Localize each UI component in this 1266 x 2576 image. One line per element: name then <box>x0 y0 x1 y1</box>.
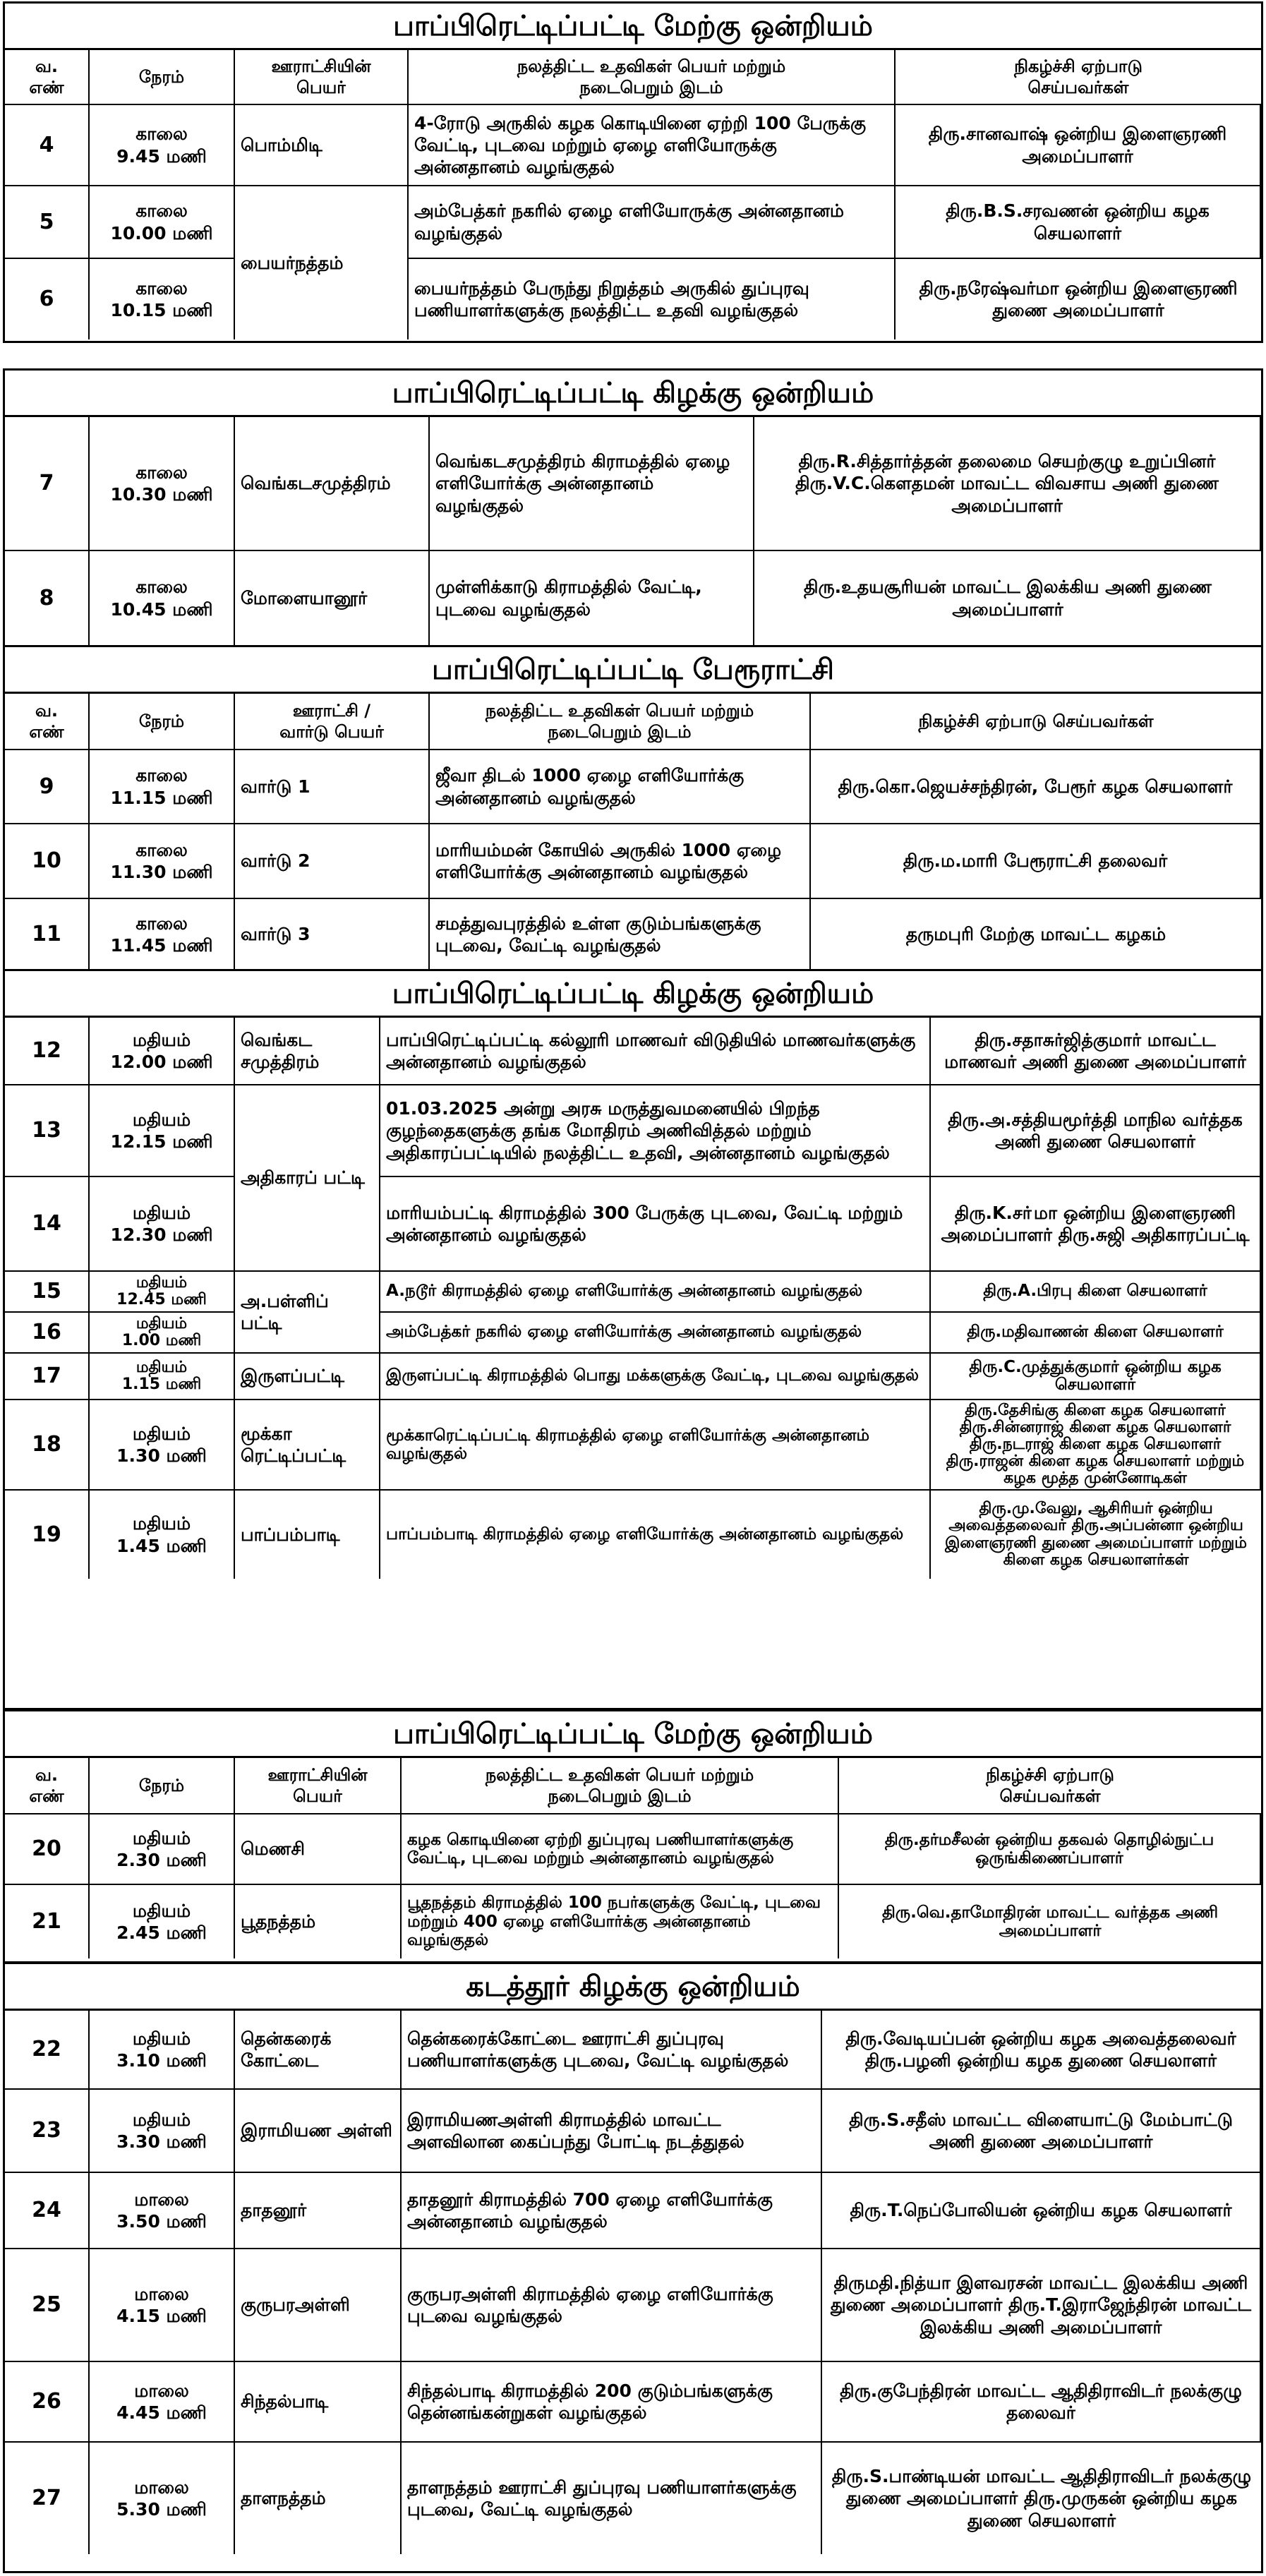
time-value: 3.50 மணி <box>116 2211 207 2232</box>
time-value: 12.30 மணி <box>110 1224 213 1245</box>
time-period: காலை <box>135 277 188 299</box>
row-no: 11 <box>5 899 90 970</box>
row-organizer: தருமபுரி மேற்கு மாவட்ட கழகம் <box>905 924 1166 945</box>
row-no: 7 <box>5 417 90 551</box>
time-period: மதியம் <box>135 1358 188 1376</box>
time-period: மதியம் <box>132 2109 191 2130</box>
row-event: தென்கரைக்கோட்டை ஊராட்சி துப்புரவு பணியாளர்களுக்கு புடவை, வேட்டி வழங்குதல் <box>402 2011 822 2090</box>
row-time <box>90 1272 235 1313</box>
time-value: 10.00 மணி <box>110 222 213 243</box>
row-no: 19 <box>5 1491 90 1579</box>
time-period: மதியம் <box>135 1314 188 1332</box>
row-organizer: திரு.மு.வேலு, ஆசிரியர் ஒன்றிய அவைத்தலைவர் திரு.அப்பன்னா ஒன்றிய இளைஞரணி துணை அமைப்பாளர் மற்றும் கிளை கழக செயலாளர்கள் <box>945 1500 1247 1569</box>
row-place: மூக்கா ரெட்டிப்பட்டி <box>235 1400 380 1491</box>
row-no: 8 <box>5 551 90 645</box>
time-value: 11.45 மணி <box>110 935 213 956</box>
header-no: வ. எண் <box>5 50 90 104</box>
time-value: 10.15 மணி <box>110 300 213 320</box>
section-title: பாப்பிரெட்டிப்பட்டி பேரூராட்சி <box>5 647 1261 694</box>
schedule-section-6 <box>3 1962 1263 2573</box>
row-event: அம்பேத்கர் நகரில் ஏழை எளியோருக்கு அன்னதானம் வழங்குதல் <box>409 186 896 259</box>
time-value: 2.30 மணி <box>116 1850 207 1870</box>
row-organizer: திரு.அ.சத்தியமூர்த்தி மாநில வர்த்தக அணி துணை செயலாளர் <box>931 1085 1261 1177</box>
row-organizer: திரு.S.சதீஸ் மாவட்ட விளையாட்டு மேம்பாட்டு அணி துணை அமைப்பாளர் <box>822 2090 1261 2173</box>
row-event: பாப்பம்பாடி கிராமத்தில் ஏழை எளியோர்க்கு அன்னதானம் வழங்குதல் <box>380 1491 931 1579</box>
row-organizer: திரு.சதாசுர்ஜித்குமார் மாவட்ட மாணவர் அணி துணை அமைப்பாளர் <box>931 1018 1261 1085</box>
schedule-section-5 <box>3 1709 1263 1963</box>
time-period: காலை <box>135 765 188 786</box>
row-event: 01.03.2025 அன்று அரசு மருத்துவமனையில் பிறந்த குழந்தைகளுக்கு தங்க மோதிரம் அணிவித்தல் மற்றும் அதிகாரப்பட்டியில் நலத்திட்ட உதவி, அன்னதானம் வழங்குதல் <box>380 1085 931 1177</box>
row-time <box>90 1354 235 1400</box>
header-time: நேரம் <box>90 1758 235 1813</box>
schedule-section-1 <box>3 1 1263 343</box>
time-value: 12.15 மணி <box>110 1131 213 1152</box>
time-period: மதியம் <box>135 1273 188 1292</box>
row-event: இருளப்பட்டி கிராமத்தில் பொது மக்களுக்கு வேட்டி, புடவை வழங்குதல் <box>380 1354 931 1400</box>
row-event: A.நடூர் கிராமத்தில் ஏழை எளியோர்க்கு அன்னதானம் வழங்குதல் <box>380 1272 931 1313</box>
time-period: காலை <box>135 200 188 222</box>
row-time <box>90 1085 235 1177</box>
header-event: நலத்திட்ட உதவிகள் பெயர் மற்றும் நடைபெறும் இடம் <box>402 1758 839 1813</box>
schedule-section-2 <box>3 368 1263 647</box>
row-time <box>90 899 235 970</box>
row-place: மெணசி <box>235 1814 402 1885</box>
section-title: பாப்பிரெட்டிப்பட்டி மேற்கு ஒன்றியம் <box>5 4 1261 50</box>
row-organizer: திருமதி.நித்யா இளவரசன் மாவட்ட இலக்கிய அணி துணை அமைப்பாளர் திரு.T.இராஜேந்திரன் மாவட்ட இலக்கிய அணி அமைப்பாளர் <box>822 2249 1261 2362</box>
row-event: மாரியம்மன் கோயில் அருகில் 1000 ஏழை எளியோர்க்கு அன்னதானம் வழங்குதல் <box>430 824 811 899</box>
row-time <box>90 417 235 551</box>
time-value: 3.30 மணி <box>116 2131 207 2152</box>
row-no: 25 <box>5 2249 90 2362</box>
time-period: காலை <box>135 839 188 860</box>
section-title: பாப்பிரெட்டிப்பட்டி கிழக்கு ஒன்றியம் <box>5 971 1261 1018</box>
section-title: பாப்பிரெட்டிப்பட்டி கிழக்கு ஒன்றியம் <box>5 371 1261 417</box>
time-value: 10.45 மணி <box>110 598 213 620</box>
time-value: 12.00 மணி <box>110 1052 213 1072</box>
row-time <box>90 2090 235 2173</box>
row-place: தாளநத்தம் <box>235 2443 402 2554</box>
row-time <box>90 1313 235 1354</box>
row-place: அ.பள்ளிப் பட்டி <box>235 1272 380 1354</box>
row-organizer: திரு.ம.மாரி பேரூராட்சி தலைவர் <box>811 824 1261 899</box>
row-place: வெங்கட சமுத்திரம் <box>235 1018 380 1085</box>
header-place: ஊராட்சியின் பெயர் <box>235 50 409 104</box>
section-title: கடத்தூர் கிழக்கு ஒன்றியம் <box>5 1964 1261 2011</box>
time-period: மாலை <box>134 2283 189 2304</box>
time-period: மதியம் <box>132 2028 191 2049</box>
row-place: பூதநத்தம் <box>235 1885 402 1958</box>
row-time <box>90 1400 235 1491</box>
row-place: மோளையானூர் <box>235 551 430 645</box>
time-value: 1.45 மணி <box>116 1535 207 1556</box>
time-period: காலை <box>135 124 188 145</box>
row-time <box>90 1814 235 1885</box>
row-organizer: திரு.வெ.தாமோதிரன் மாவட்ட வர்த்தக அணி அமைப்பாளர் <box>881 1903 1219 1940</box>
time-period: மதியம் <box>132 1900 191 1921</box>
row-no: 4 <box>5 105 90 186</box>
row-place: வார்டு 2 <box>235 824 430 899</box>
row-organizer: திரு.உதயசூரியன் மாவட்ட இலக்கிய அணி துணை அமைப்பாளர் <box>804 577 1212 620</box>
row-place: தென்கரைக் கோட்டை <box>235 2011 402 2090</box>
time-value: 3.10 மணி <box>116 2050 207 2071</box>
row-no: 24 <box>5 2173 90 2249</box>
row-no: 10 <box>5 824 90 899</box>
row-event: தாளநத்தம் ஊராட்சி துப்புரவு பணியாளர்களுக்கு புடவை, வேட்டி வழங்குதல் <box>402 2443 822 2554</box>
row-time <box>90 186 235 259</box>
row-time <box>90 105 235 186</box>
row-time <box>90 2173 235 2249</box>
row-organizer: திரு.T.நெப்போலியன் ஒன்றிய கழக செயலாளர் <box>822 2173 1261 2249</box>
row-organizer: திரு.வேடியப்பன் ஒன்றிய கழக அவைத்தலைவர் திரு.பழனி ஒன்றிய கழக துணை செயலாளர் <box>822 2011 1261 2090</box>
time-value: 9.45 மணி <box>116 145 207 167</box>
row-place: பொம்மிடி <box>235 105 409 186</box>
header-event: நலத்திட்ட உதவிகள் பெயர் மற்றும் நடைபெறும் இடம் <box>430 694 811 749</box>
row-no: 12 <box>5 1018 90 1085</box>
row-no: 17 <box>5 1354 90 1400</box>
row-organizer: திரு.சானவாஷ் ஒன்றிய இளைஞரணி அமைப்பாளர் <box>896 105 1261 186</box>
header-event: நலத்திட்ட உதவிகள் பெயர் மற்றும் நடைபெறும் இடம் <box>409 50 896 104</box>
row-event: தாதனூர் கிராமத்தில் 700 ஏழை எளியோர்க்கு அன்னதானம் வழங்குதல் <box>402 2173 822 2249</box>
time-value: 10.30 மணி <box>110 484 213 505</box>
row-place: வார்டு 1 <box>235 750 430 824</box>
row-no: 27 <box>5 2443 90 2554</box>
time-value: 11.30 மணி <box>110 862 213 882</box>
row-event: ஜீவா திடல் 1000 ஏழை எளியோர்க்கு அன்னதானம் வழங்குதல் <box>430 750 811 824</box>
header-organizer: நிகழ்ச்சி ஏற்பாடு செய்பவர்கள் <box>918 711 1154 731</box>
row-no: 14 <box>5 1177 90 1272</box>
time-period: மதியம் <box>132 1202 191 1223</box>
row-organizer: திரு.நரேஷ்வர்மா ஒன்றிய இளைஞரணி துணை அமைப்பாளர் <box>919 277 1238 320</box>
row-no: 6 <box>5 259 90 339</box>
time-value: 1.15 மணி <box>121 1376 202 1393</box>
time-period: காலை <box>135 577 188 598</box>
row-no: 22 <box>5 2011 90 2090</box>
row-time <box>90 259 235 339</box>
row-no: 26 <box>5 2362 90 2443</box>
row-time <box>90 2443 235 2554</box>
row-event: முள்ளிக்காடு கிராமத்தில் வேட்டி, புடவை வழங்குதல் <box>430 551 754 645</box>
time-period: காலை <box>135 462 188 483</box>
row-time <box>90 1177 235 1272</box>
row-event: அம்பேத்கர் நகரில் ஏழை எளியோர்க்கு அன்னதானம் வழங்குதல் <box>380 1313 931 1354</box>
header-organizer: நிகழ்ச்சி ஏற்பாடு செய்பவர்கள் <box>1014 56 1143 97</box>
row-organizer: திரு.S.பாண்டியன் மாவட்ட ஆதிதிராவிடர் நலக்குழு துணை அமைப்பாளர் திரு.முருகன் ஒன்றிய கழக துணை செயலாளர் <box>831 2466 1252 2531</box>
time-period: மாலை <box>134 2189 189 2210</box>
row-event: பாப்பிரெட்டிப்பட்டி கல்லூரி மாணவர் விடுதியில் மாணவர்களுக்கு அன்னதானம் வழங்குதல் <box>380 1018 931 1085</box>
time-value: 1.00 மணி <box>121 1332 202 1349</box>
header-no: வ. எண் <box>5 1758 90 1813</box>
row-place: சிந்தல்பாடி <box>235 2362 402 2443</box>
row-organizer: திரு.தேசிங்கு கிளை கழக செயலாளர் திரு.சின்னராஜ் கிளை கழக செயலாளர் திரு.நடராஜ் கிளை கழக செயலாளர் திரு.ராஜன் கிளை கழக செயலாளர் மற்றும் கழக மூத்த முன்னோடிகள் <box>931 1400 1261 1491</box>
row-place: குருபரஅள்ளி <box>235 2249 402 2362</box>
row-event: 4-ரோடு அருகில் கழக கொடியினை ஏற்றி 100 பேருக்கு வேட்டி, புடவை மற்றும் ஏழை எளியோருக்கு அன்னதானம் வழங்குதல் <box>409 105 896 186</box>
row-place: இராமியண அள்ளி <box>235 2090 402 2173</box>
row-time <box>90 2362 235 2443</box>
row-organizer: திரு.கொ.ஜெயச்சந்திரன், பேரூர் கழக செயலாளர் <box>811 750 1261 824</box>
table-header <box>5 1758 1261 1814</box>
row-no: 16 <box>5 1313 90 1354</box>
row-event: பூதநத்தம் கிராமத்தில் 100 நபர்களுக்கு வேட்டி, புடவை மற்றும் 400 ஏழை எளியோர்க்கு அன்னதானம் வழங்குதல் <box>402 1885 839 1958</box>
time-value: 11.15 மணி <box>110 787 213 808</box>
section-title: பாப்பிரெட்டிப்பட்டி மேற்கு ஒன்றியம் <box>5 1711 1261 1758</box>
schedule-section-3 <box>3 645 1263 971</box>
row-event: வெங்கடசமுத்திரம் கிராமத்தில் ஏழை எளியோர்க்கு அன்னதானம் வழங்குதல் <box>430 417 754 551</box>
row-time <box>90 1018 235 1085</box>
time-period: மாலை <box>134 2380 189 2401</box>
row-no: 20 <box>5 1814 90 1885</box>
time-value: 4.45 மணி <box>116 2402 207 2423</box>
row-time <box>90 551 235 645</box>
table-header <box>5 50 1261 105</box>
row-event: இராமியணஅள்ளி கிராமத்தில் மாவட்ட அளவிலான கைப்பந்து போட்டி நடத்துதல் <box>402 2090 822 2173</box>
time-period: காலை <box>135 913 188 934</box>
row-event: சிந்தல்பாடி கிராமத்தில் 200 குடும்பங்களுக்கு தென்னங்கன்றுகள் வழங்குதல் <box>402 2362 822 2443</box>
row-organizer: திரு.B.S.சரவணன் ஒன்றிய கழக செயலாளர் <box>896 186 1261 259</box>
time-period: மதியம் <box>132 1513 191 1534</box>
header-time: நேரம் <box>90 694 235 749</box>
row-no: 18 <box>5 1400 90 1491</box>
row-time <box>90 1491 235 1579</box>
row-event: மூக்காரெட்டிப்பட்டி கிராமத்தில் ஏழை எளியோர்க்கு அன்னதானம் வழங்குதல் <box>380 1400 931 1491</box>
row-time <box>90 2011 235 2090</box>
table-header <box>5 694 1261 750</box>
row-no: 13 <box>5 1085 90 1177</box>
time-value: 4.15 மணி <box>116 2306 207 2326</box>
row-time <box>90 2249 235 2362</box>
row-place: வார்டு 3 <box>235 899 430 970</box>
row-organizer: திரு.A.பிரபு கிளை செயலாளர் <box>931 1272 1261 1313</box>
time-value: 1.30 மணி <box>116 1445 207 1466</box>
time-period: மதியம் <box>132 1423 191 1444</box>
time-period: மாலை <box>134 2476 189 2498</box>
row-event: பையர்நத்தம் பேருந்து நிறுத்தம் அருகில் துப்புரவு பணியாளர்களுக்கு நலத்திட்ட உதவி வழங்குதல் <box>409 259 896 339</box>
schedule-section-4 <box>3 969 1263 1710</box>
row-event: கழக கொடியினை ஏற்றி துப்புரவு பணியாளர்களுக்கு வேட்டி, புடவை மற்றும் அன்னதானம் வழங்குதல் <box>402 1814 839 1885</box>
row-no: 21 <box>5 1885 90 1958</box>
header-time: நேரம் <box>90 50 235 104</box>
row-place: அதிகாரப் பட்டி <box>235 1085 380 1272</box>
row-place: வெங்கடசமுத்திரம் <box>235 417 430 551</box>
row-no: 23 <box>5 2090 90 2173</box>
row-no: 9 <box>5 750 90 824</box>
row-organizer: திரு.C.முத்துக்குமார் ஒன்றிய கழக செயலாளர் <box>931 1354 1261 1400</box>
row-time <box>90 1885 235 1958</box>
row-organizer: திரு.குபேந்திரன் மாவட்ட ஆதிதிராவிடர் நலக்குழு தலைவர் <box>822 2362 1261 2443</box>
time-value: 2.45 மணி <box>116 1922 207 1943</box>
row-time <box>90 824 235 899</box>
row-place: தாதனூர் <box>235 2173 402 2249</box>
time-period: மதியம் <box>132 1029 191 1050</box>
row-place: பாப்பம்பாடி <box>235 1491 380 1579</box>
header-place: ஊராட்சியின் பெயர் <box>235 1758 402 1813</box>
time-value: 12.45 மணி <box>116 1291 207 1308</box>
time-period: மதியம் <box>132 1109 191 1130</box>
row-organizer: திரு.மதிவாணன் கிளை செயலாளர் <box>931 1313 1261 1354</box>
row-organizer: திரு.தர்மசீலன் ஒன்றிய தகவல் தொழில்நுட்ப ஒருங்கிணைப்பாளர் <box>839 1814 1261 1885</box>
row-event: குருபரஅள்ளி கிராமத்தில் ஏழை எளியோர்க்கு புடவை வழங்குதல் <box>402 2249 822 2362</box>
time-period: மதியம் <box>132 1827 191 1848</box>
header-organizer: நிகழ்ச்சி ஏற்பாடு செய்பவர்கள் <box>986 1765 1114 1806</box>
row-place: இருளப்பட்டி <box>235 1354 380 1400</box>
header-no: வ. எண் <box>5 694 90 749</box>
row-organizer: திரு.K.சா்மா ஒன்றிய இளைஞரணி அமைப்பாளர் திரு.சுஜி அதிகாரப்பட்டி <box>931 1177 1261 1272</box>
row-organizer: திரு.R.சித்தார்த்தன் தலைமை செயற்குழு உறுப்பினர் திரு.V.C.கௌதமன் மாவட்ட விவசாய அணி துணை அமைப்பாளர் <box>754 417 1261 551</box>
row-no: 15 <box>5 1272 90 1313</box>
header-place: ஊராட்சி / வார்டு பெயர் <box>235 694 430 749</box>
row-place: பையர்நத்தம் <box>235 186 409 339</box>
row-no: 5 <box>5 186 90 259</box>
row-time <box>90 750 235 824</box>
row-event: மாரியம்பட்டி கிராமத்தில் 300 பேருக்கு புடவை, வேட்டி மற்றும் அன்னதானம் வழங்குதல் <box>380 1177 931 1272</box>
time-value: 5.30 மணி <box>116 2499 207 2520</box>
row-event: சமத்துவபுரத்தில் உள்ள குடும்பங்களுக்கு புடவை, வேட்டி வழங்குதல் <box>430 899 811 970</box>
